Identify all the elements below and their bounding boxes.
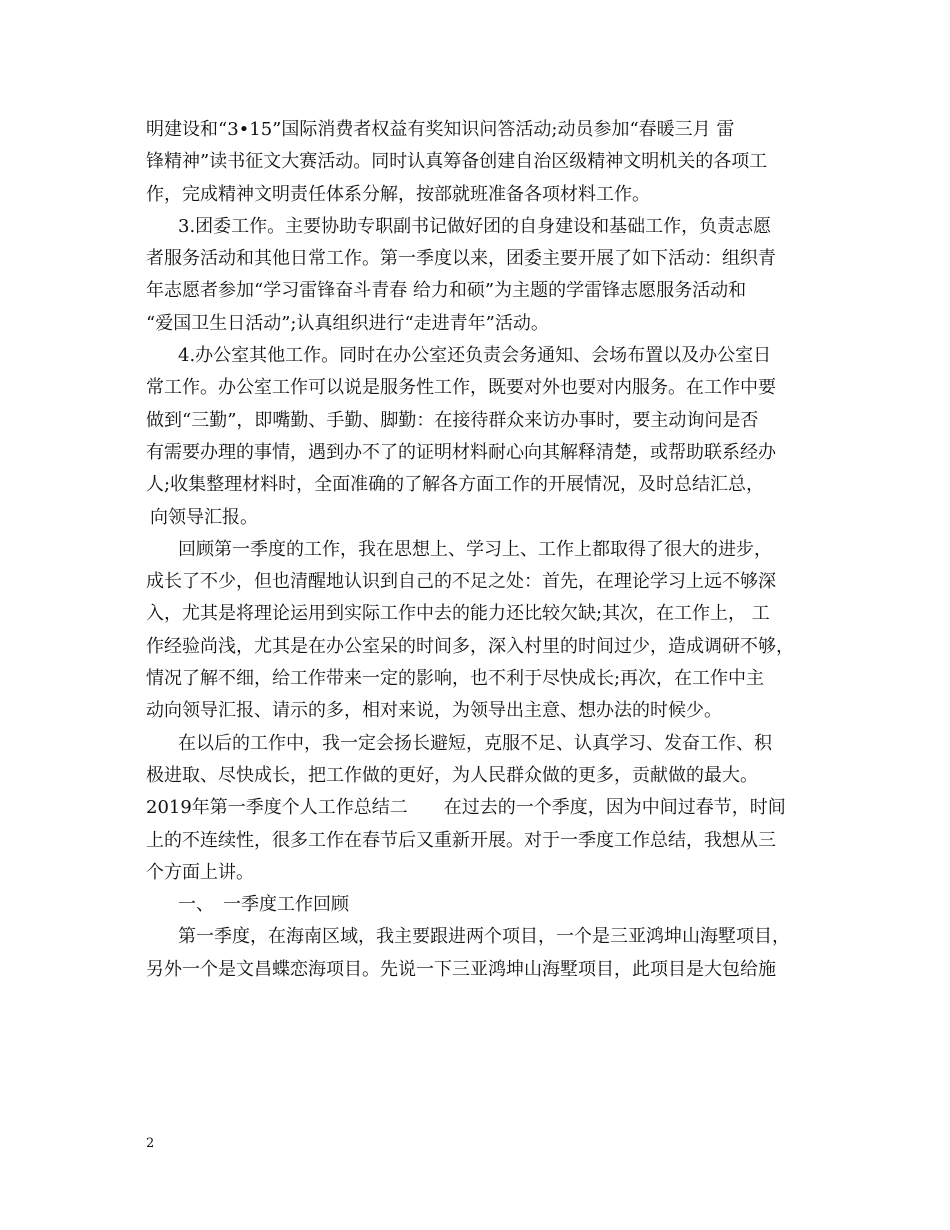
text-line: 动向领导汇报、请示的多，相对来说，为领导出主意、想办法的时候少。 [146,700,722,722]
text-line: 另外一个是文昌蝶恋海项目。先说一下三亚鸿坤山海墅项目，此项目是大包给施 [146,958,776,980]
text-line: 2019年第一季度个人工作总结二 在过去的一个季度，因为中间过春节，时间 [146,797,786,819]
text-line: 作，完成精神文明责任体系分解，按部就班准备各项材料工作。 [146,183,650,205]
text-line: 向领导汇报。 [150,506,258,528]
text-line: 者服务活动和其他日常工作。第一季度以来，团委主要开展了如下活动：组织青 [146,248,776,270]
text-line: 上的不连续性，很多工作在春节后又重新开展。对于一季度工作总结，我想从三 [146,829,776,851]
text-line: 锋精神”读书征文大赛活动。同时认真筹备创建自治区级精神文明机关的各项工 [146,151,768,173]
text-line: 极进取、尽快成长，把工作做的更好，为人民群众做的更多，贡献做的最大。 [146,764,758,786]
text-line: 情况了解不细，给工作带来一定的影响，也不利于尽快成长;再次，在工作中主 [146,668,765,690]
text-line: 3.团委工作。主要协助专职副书记做好团的自身建设和基础工作，负责志愿 [178,215,772,237]
text-line: 常工作。办公室工作可以说是服务性工作，既要对外也要对内服务。在工作中要 [146,377,776,399]
text-line: 一、 一季度工作回顾 [178,894,349,916]
text-line: “爱国卫生日活动”;认真组织进行“走进青年”活动。 [146,312,549,334]
text-line: 明建设和“3•15”国际消费者权益有奖知识问答活动;动员参加“春暖三月 雷 [146,119,735,140]
page-number: 2 [146,1136,155,1151]
text-line: 个方面上讲。 [146,861,254,883]
document-body [146,114,816,986]
text-line: 有需要办理的事情，遇到办不了的证明材料耐心向其解释清楚，或帮助联系经办 [146,441,776,463]
text-line: 年志愿者参加“学习雷锋奋斗青春 给力和硕”为主题的学雷锋志愿服务活动和 [146,280,747,302]
text-line: 回顾第一季度的工作，我在思想上、学习上、工作上都取得了很大的进步， [178,538,772,560]
text-line: 在以后的工作中，我一定会扬长避短，克服不足、认真学习、发奋工作、积 [178,732,772,754]
text-line: 第一季度，在海南区域，我主要跟进两个项目，一个是三亚鸿坤山海墅项目， [178,926,790,948]
text-line: 入，尤其是将理论运用到实际工作中去的能力还比较欠缺;其次，在工作上， 工 [146,603,770,625]
text-line: 4.办公室其他工作。同时在办公室还负责会务通知、会场布置以及办公室日 [178,345,772,367]
text-line: 作经验尚浅，尤其是在办公室呆的时间多，深入村里的时间过少，造成调研不够， [146,635,794,657]
text-line: 人;收集整理材料时，全面准确的了解各方面工作的开展情况，及时总结汇总， [146,474,765,496]
text-line: 做到“三勤”，即嘴勤、手勤、脚勤：在接待群众来访办事时，要主动询问是否 [146,409,759,431]
text-line: 成长了不少，但也清醒地认识到自己的不足之处：首先，在理论学习上远不够深 [146,571,776,593]
